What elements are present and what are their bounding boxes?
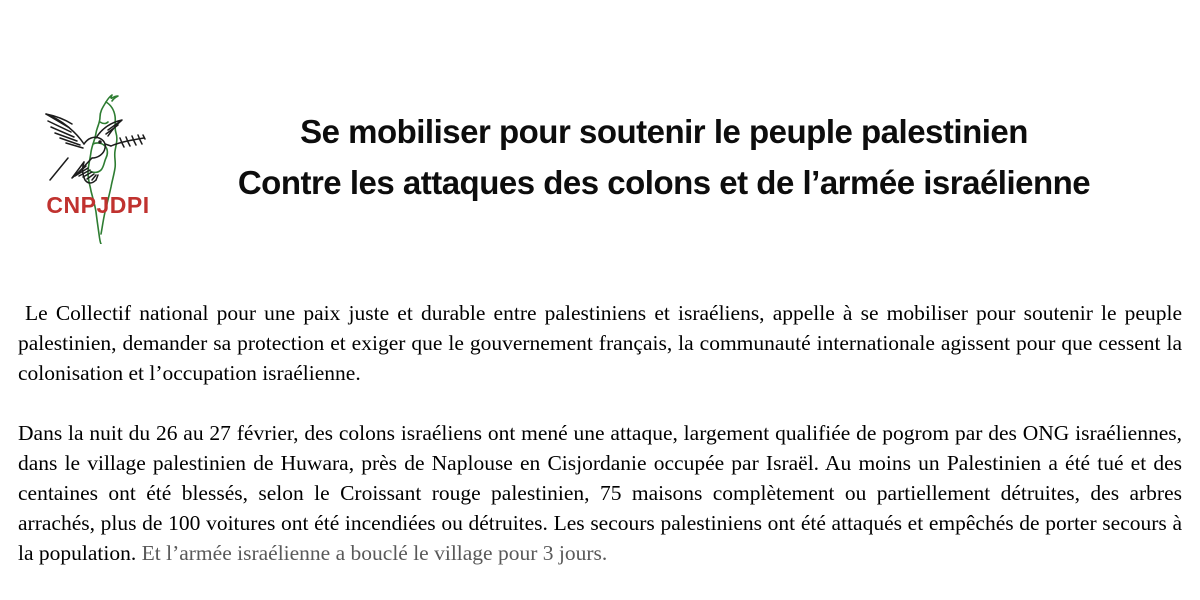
paragraph-intro: Le Collectif national pour une paix juste et durable entre palestiniens et israéliens, appelle à se mobiliser pour soutenir le peuple palestinien, demander sa protection et exiger que le gouvernement français, la communauté internationale agissent pour que cessent la colonisation et l’occupation israélienne. xyxy=(18,301,1182,385)
paragraph-huwara-main-text: Dans la nuit du 26 au 27 février, des colons israéliens ont mené une attaque, largement qualifiée de pogrom par des ONG israéliennes, dans le village palestinien de Huwara, près de Naplouse en Cisjordanie occupée par Israël. Au moins un Palestinien a été tué et des centaines ont été blessés, selon le Croissant rouge palestinien, 75 maisons complètement ou partiellement détruites, des arbres arrachés, plus de 100 voitures ont été incendiées ou détruites. Les secours palestiniens ont été attaqués et empêchés de porter secours à la population. xyxy=(18,421,1182,565)
document-title-line1: Se mobiliser pour soutenir le peuple palestinien xyxy=(300,113,1028,150)
paragraph-huwara xyxy=(18,418,1182,568)
document-body xyxy=(0,298,1200,568)
document-header xyxy=(0,0,1200,244)
dove-olive-branch-map-logo-icon xyxy=(38,92,158,244)
logo-acronym: CNPJDPI xyxy=(46,192,150,218)
document-title xyxy=(158,106,1200,208)
paragraph-huwara-gray-sentence: Et l’armée israélienne a bouclé le village pour 3 jours. xyxy=(141,541,608,565)
document-title-line2: Contre les attaques des colons et de l’armée israélienne xyxy=(237,164,1091,201)
cnpjdpi-logo xyxy=(38,92,158,244)
